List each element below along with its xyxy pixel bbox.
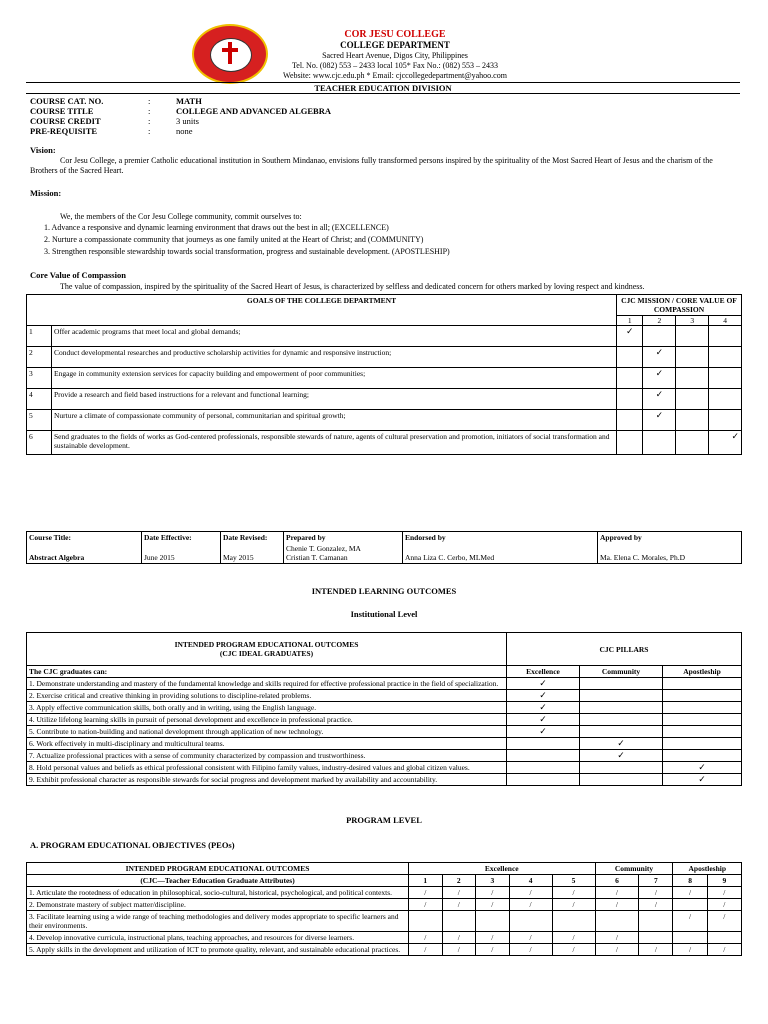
logo-cross [228, 42, 232, 64]
course-info-row: COURSE CAT. NO. : MATH [30, 96, 202, 106]
table-row: 1. Demonstrate understanding and mastery of the fundamental knowledge and skills required for effective professional practice in the field of specialization. ✓ [27, 678, 742, 690]
table-row: 1 Offer academic programs that meet local and global demands; ✓ [27, 326, 742, 347]
table-row: 3. Facilitate learning using a wide range of teaching methodologies and delivery modes appropriate to specific learners and their environments. / / [27, 911, 742, 932]
mission-intro: We, the members of the Cor Jesu College community, commit ourselves to: [60, 212, 302, 221]
table-row: 9. Exhibit professional character as responsible stewards for social progress and development marked by availability and accountability. ✓ [27, 774, 742, 786]
course-info-row: COURSE CREDIT : 3 units [30, 116, 199, 126]
table-row: 8. Hold personal values and beliefs as ethical professional consistent with Filipino family values, industry-desired values and global citizen values. ✓ [27, 762, 742, 774]
table-row: 3. Apply effective communication skills, both orally and in writing, using the English language. ✓ [27, 702, 742, 714]
table-row: 3 Engage in community extension services for capacity building and empowerment of poor communities; ✓ [27, 368, 742, 389]
table-row: 4 Provide a research and field based instructions for a relevant and functional learning; ✓ [27, 389, 742, 410]
mission-header: CJC MISSION / CORE VALUE OF COMPASSION [617, 295, 742, 316]
mission-item: 3. Strengthen responsible stewardship towards social transformation, progress and sustainable development. (APOSTLESHIP) [44, 247, 450, 256]
goals-header: GOALS OF THE COLLEGE DEPARTMENT [27, 295, 617, 326]
ilo-table: INTENDED PROGRAM EDUCATIONAL OUTCOMES (CJC IDEAL GRADUATES) CJC PILLARS The CJC graduates can: Excellence Community Apostleship 1. Demonstrate understanding and mastery of the fundamental knowledge and skills required for effective professional practice in the field of specialization. ✓ 2. Exercise critical and creative thinking in providing solutions to discipline-related problems. ✓ 3. Apply effective communication skills, both orally and in writing, using the English language. ✓ 4. Utilize lifelong learning skills in pursuit of personal development and excellence in professional practice. ✓ 5. Contribute to nation-building and national development through application of new technology. ✓ 6. Work effectively in multi-disciplinary and multicultural teams. ✓ 7. Actualize professional practices with a sense of community characterized by compassion and trustworthiness. ✓ 8. Hold personal values and beliefs as ethical professional consistent with Filipino family values, industry-desired values and global citizen values. ✓ 9. Exhibit professional character as responsible stewards for social progress and development marked by availability and accountability. ✓ [26, 632, 742, 786]
table-row: 7. Actualize professional practices with a sense of community characterized by compassion and trustworthiness. ✓ [27, 750, 742, 762]
table-row: 4. Develop innovative curricula, instructional plans, teaching approaches, and resources for diverse learners. / / / / / / [27, 932, 742, 944]
approval-table: Course Title: Date Effective: Date Revised: Prepared by Endorsed by Approved by Abstract Algebra June 2015 May 2015 Chenie T. Gonzalez, MA Cristian T. Camanan Anna Liza C. Cerbo, MLMed Ma. Elena C. Morales, Ph.D [26, 531, 742, 564]
table-row: 6 Send graduates to the fields of works as God-centered professionals, responsible stewards of nature, agents of cultural preservation and promotion, initiators of social transformation and sustainable development. ✓ [27, 431, 742, 455]
address: Sacred Heart Avenue, Digos City, Philippines [322, 51, 468, 60]
table-row: 1. Articulate the rootedness of education in philosophical, socio-cultural, historical, psychological, and political contexts. / / / / / / / / / [27, 887, 742, 899]
table-row: 5 Nurture a climate of compassionate community of personal, communitarian and spiritual growth; ✓ [27, 410, 742, 431]
course-info-row: PRE-REQUISITE : none [30, 126, 193, 136]
table-row: 6. Work effectively in multi-disciplinary and multicultural teams. ✓ [27, 738, 742, 750]
website-email: Website: www.cjc.edu.ph * Email: cjccollegedepartment@yahoo.com [283, 71, 507, 80]
table-row: 2. Demonstrate mastery of subject matter/discipline. / / / / / / / / [27, 899, 742, 911]
ilo-subtitle: Institutional Level [350, 609, 418, 619]
ilo-title: INTENDED LEARNING OUTCOMES [311, 586, 457, 596]
table-row: 2. Exercise critical and creative thinking in providing solutions to discipline-related problems. ✓ [27, 690, 742, 702]
ilo-header: INTENDED PROGRAM EDUCATIONAL OUTCOMES (CJC IDEAL GRADUATES) [27, 633, 507, 666]
vision-heading: Vision: [30, 145, 56, 155]
core-value-text: The value of compassion, inspired by the spirituality of the Sacred Heart of Jesus, is characterized by selfless and dedicated concern for others marked by loving respect and kindness. [60, 282, 645, 291]
division-title: TEACHER EDUCATION DIVISION [314, 83, 452, 93]
table-row: 4. Utilize lifelong learning skills in pursuit of personal development and excellence in professional practice. ✓ [27, 714, 742, 726]
peo-table: INTENDED PROGRAM EDUCATIONAL OUTCOMES Excellence Community Apostleship (CJC—Teacher Education Graduate Attributes) 1 2 3 4 5 6 7 8 9 1. Articulate the rootedness of education in philosophical, socio-cultural, historical, psychological, and political contexts. / / / / / / / / / 2. Demonstrate mastery of subject matter/discipline. / / / / / / / / 3. Facilitate learning using a wide range of teaching methodologies and delivery modes appropriate to specific learners and their environments. / / 4. Develop innovative curricula, instructional plans, teaching approaches, and resources for diverse learners. / / / / / / 5. Apply skills in the development and utilization of ICT to promote quality, relevant, and sustainable educational practices. / / / / / / / / / [26, 862, 742, 956]
mission-item: 2. Nurture a compassionate community that journeys as one family united at the Heart of Christ; and (COMMUNITY) [44, 235, 424, 244]
department-name: COLLEGE DEPARTMENT [340, 40, 450, 50]
table-row: 5. Contribute to nation-building and national development through application of new technology. ✓ [27, 726, 742, 738]
goals-table: GOALS OF THE COLLEGE DEPARTMENT CJC MISSION / CORE VALUE OF COMPASSION 1 2 3 4 1 Offer academic programs that meet local and global demands; ✓ 2 Conduct developmental researches and productive scholarship activities for dynamic and responsive instruction; ✓ 3 Engage in community extension services for capacity building and empowerment of poor communities; ✓ 4 Provide a research and field based instructions for a relevant and functional learning; ✓ 5 Nurture a climate of compassionate community of personal, communitarian and spiritual growth; ✓ 6 Send graduates to the fields of works as God-centered professionals, responsible stewards of nature, agents of cultural preservation and promotion, initiators of social transformation and sustainable development. ✓ [26, 294, 742, 455]
course-info-row: COURSE TITLE : COLLEGE AND ADVANCED ALGEBRA [30, 106, 332, 116]
mission-heading: Mission: [30, 188, 62, 198]
table-row: 2 Conduct developmental researches and productive scholarship activities for dynamic and responsive instruction; ✓ [27, 347, 742, 368]
core-value-heading: Core Value of Compassion [30, 270, 126, 280]
peo-heading: A. PROGRAM EDUCATIONAL OBJECTIVES (PEOs) [30, 840, 235, 850]
vision-text: Cor Jesu College, a premier Catholic educational institution in Southern Mindanao, envisions fully transformed persons inspired by the spirituality of the Most Sacred Heart of Jesus and the charism of the Brothers of the Sacred Heart. [30, 156, 713, 175]
mission-item: 1. Advance a responsive and dynamic learning environment that draws out the best in all; (EXCELLENCE) [44, 223, 389, 232]
tel-fax: Tel. No. (082) 553 – 2433 local 105* Fax No.: (082) 553 – 2433 [291, 61, 499, 70]
table-row: 5. Apply skills in the development and utilization of ICT to promote quality, relevant, and sustainable educational practices. / / / / / / / / / [27, 944, 742, 956]
program-title: PROGRAM LEVEL [346, 815, 422, 825]
college-name: COR JESU COLLEGE [344, 29, 446, 40]
